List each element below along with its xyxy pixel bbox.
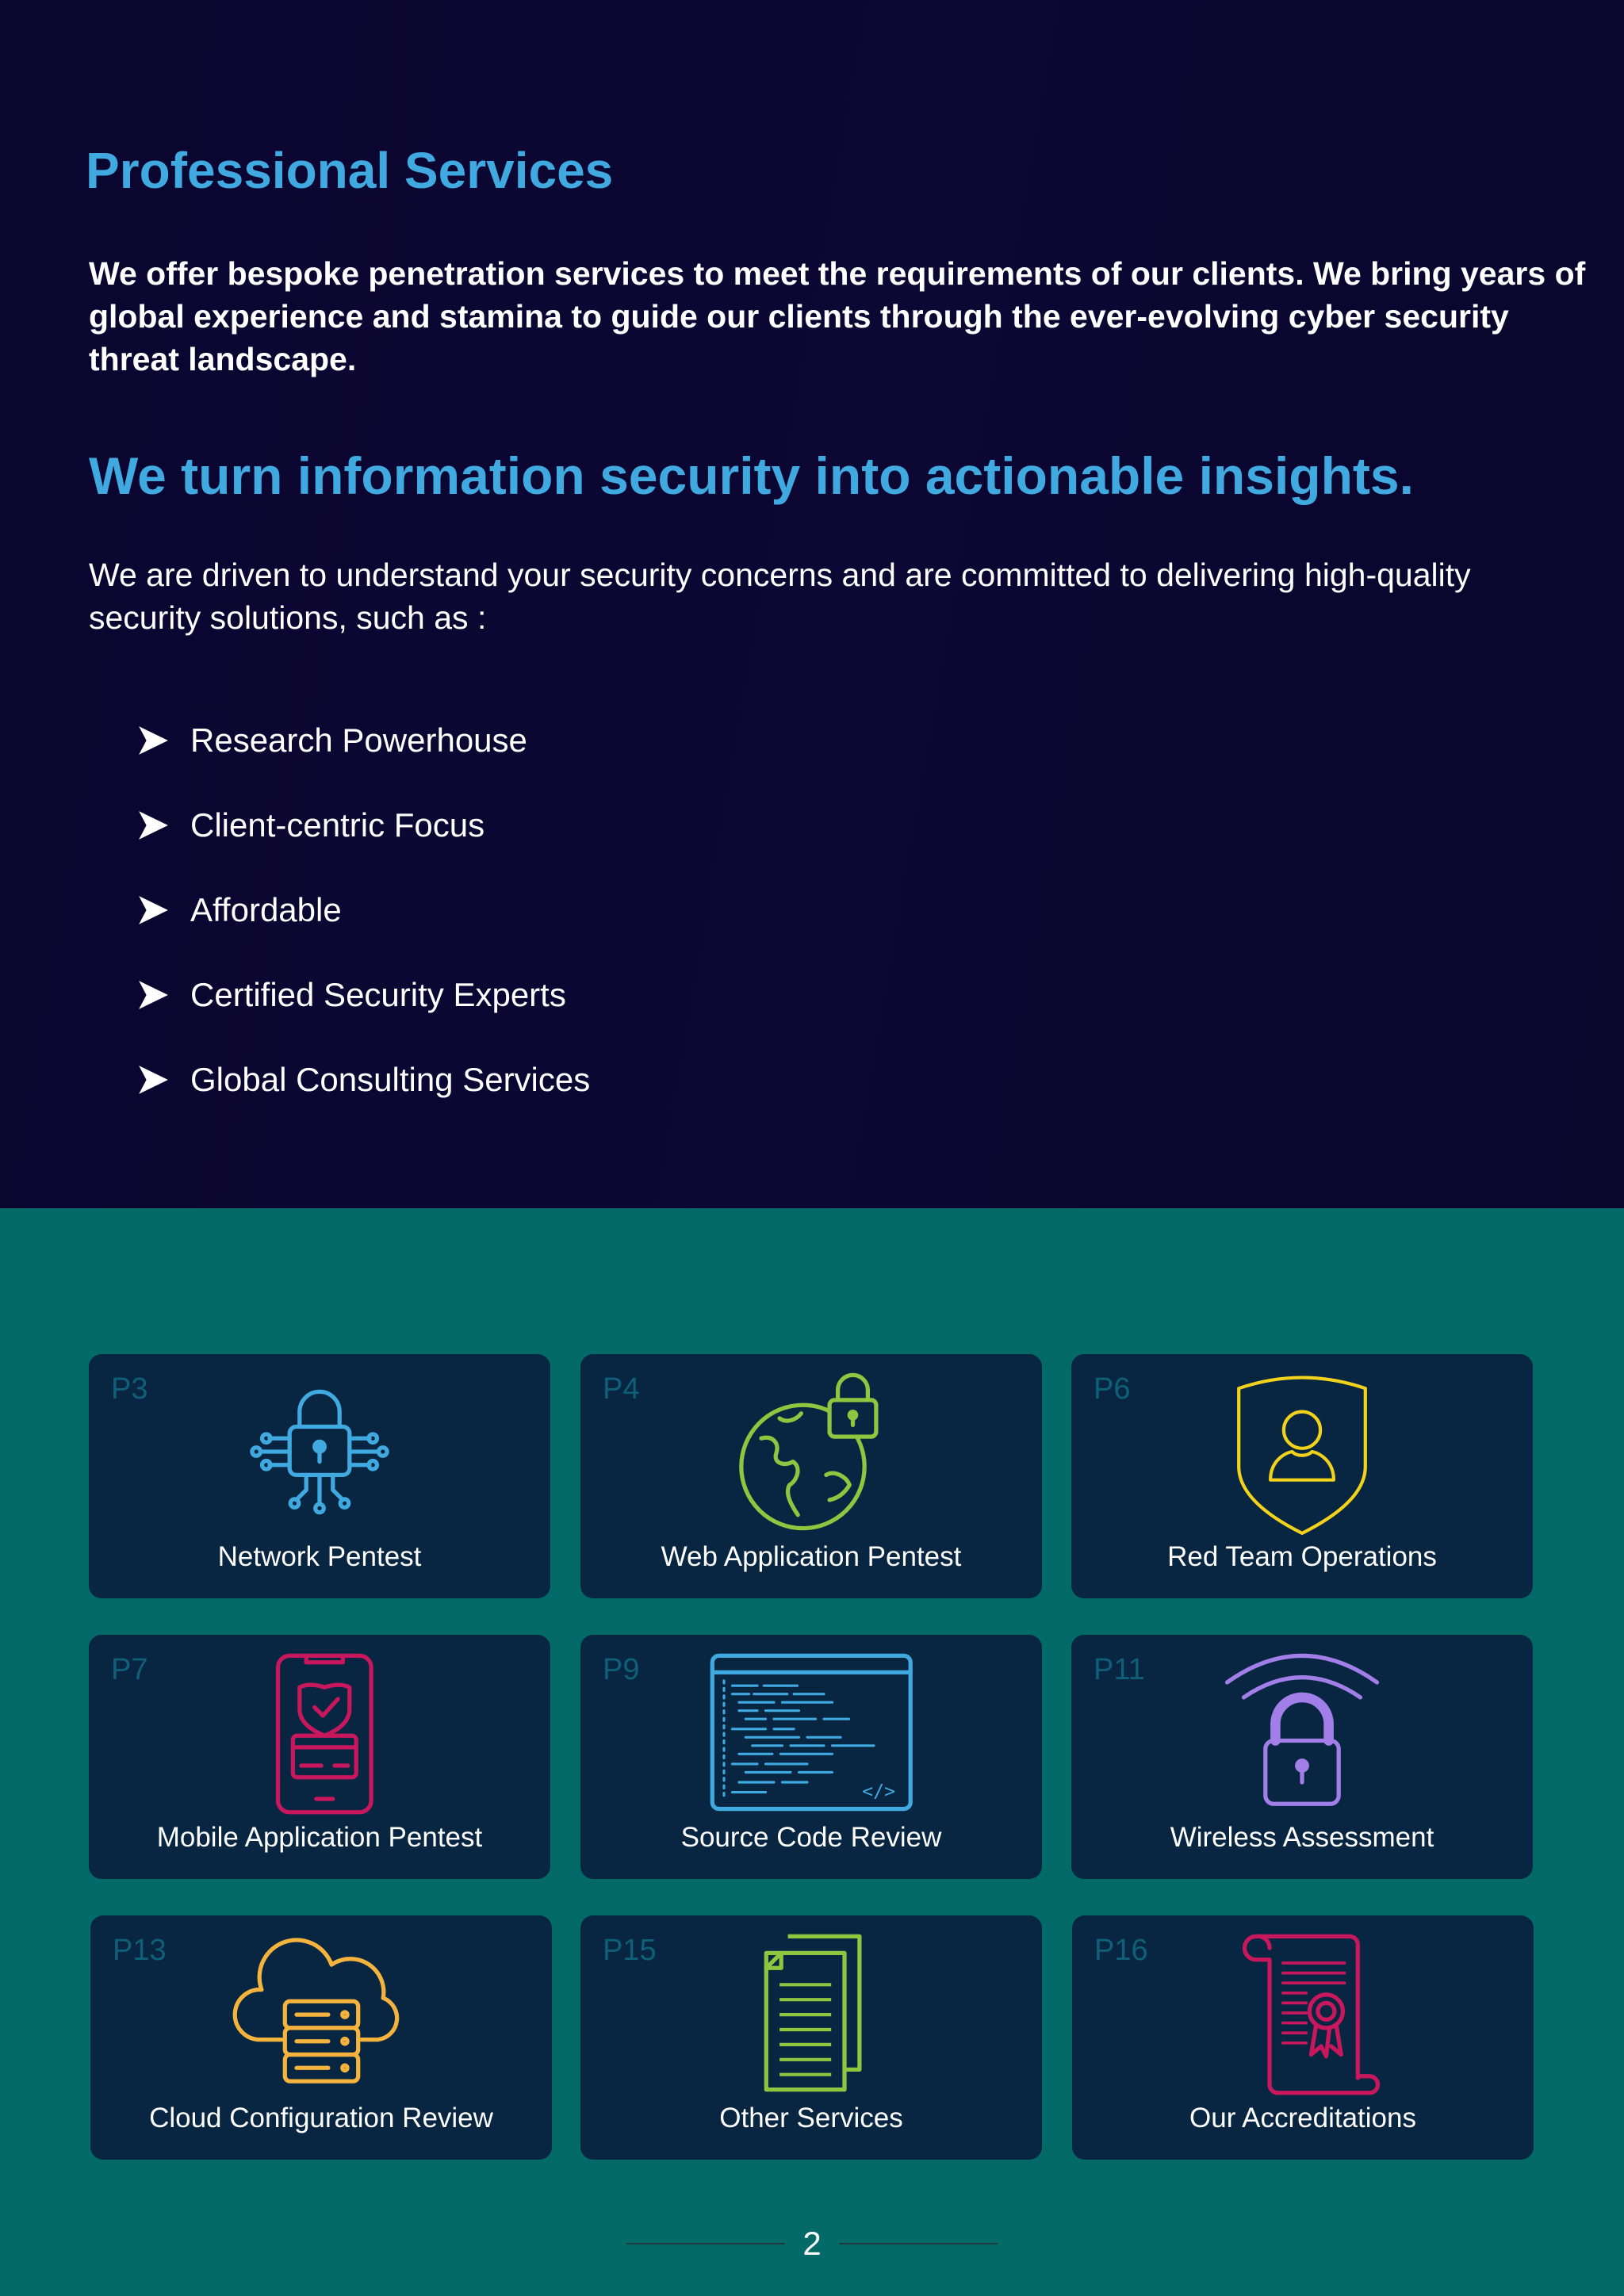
list-item-label: Client-centric Focus [190,806,485,844]
service-card-other-services[interactable] [580,1915,1042,2160]
page-reference: P15 [603,1934,657,1967]
service-label: Red Team Operations [1167,1541,1437,1572]
page-title: Professional Services [86,142,614,199]
arrow-bullet-icon [136,978,170,1012]
arrow-bullet-icon [136,724,170,757]
code-window-icon [707,1649,916,1816]
service-card-source-code-review[interactable] [580,1635,1042,1879]
page-footer [0,2220,1624,2267]
page-reference: P4 [603,1372,640,1406]
service-card-mobile-application-pentest[interactable] [89,1635,550,1879]
service-label: Mobile Application Pentest [156,1822,483,1853]
mobile-shield-icon [236,1649,403,1816]
page-reference: P9 [603,1653,640,1686]
service-label: Other Services [719,2103,903,2133]
list-item-label: Research Powerhouse [190,721,527,759]
list-item [136,783,590,867]
arrow-bullet-icon [136,1063,170,1096]
page-reference: P16 [1094,1934,1148,1967]
list-item [136,952,590,1037]
globe-lock-icon [728,1368,894,1535]
network-lock-icon [236,1368,403,1535]
service-label: Wireless Assessment [1170,1822,1434,1853]
documents-icon [728,1930,894,2096]
service-label: Web Application Pentest [661,1541,962,1572]
wireless-lock-icon [1219,1649,1385,1816]
arrow-bullet-icon [136,894,170,927]
page-number: 2 [802,2225,822,2262]
list-item-label: Affordable [190,890,342,928]
service-label: Our Accreditations [1189,2103,1416,2133]
list-item-label: Certified Security Experts [190,975,566,1013]
list-item [136,1037,590,1122]
service-card-red-team-operations[interactable] [1071,1354,1533,1598]
intro-paragraph: We offer bespoke penetration services to meet the requirements of our clients. We bring years of global experience and stamina to guide our clients through the ever-evolving cyber security threat landscape. [89,255,1586,377]
page-reference: P3 [111,1372,148,1406]
cloud-server-icon [230,1930,413,2096]
service-card-web-application-pentest[interactable] [580,1354,1042,1598]
service-card-network-pentest[interactable] [89,1354,550,1598]
service-card-wireless-assessment[interactable] [1071,1635,1533,1879]
service-label: Network Pentest [217,1541,422,1572]
page-reference: P13 [113,1934,167,1967]
service-label: Cloud Configuration Review [149,2103,493,2133]
tagline-heading: We turn information security into actionable insights. [89,446,1414,505]
list-item [136,867,590,952]
page-reference: P11 [1094,1653,1145,1686]
svg-text:</>: </> [862,1781,895,1802]
footer-rule-right [839,2243,998,2244]
service-card-cloud-configuration-review[interactable] [90,1915,552,2160]
list-item-label: Global Consulting Services [190,1060,591,1098]
page-reference: P6 [1094,1372,1131,1406]
service-card-our-accreditations[interactable] [1072,1915,1534,2160]
list-item [136,698,590,783]
footer-rule-left [626,2243,785,2244]
feature-list [136,698,590,1122]
service-label: Source Code Review [680,1822,942,1853]
shield-user-icon [1219,1368,1385,1535]
page-reference: P7 [111,1653,148,1686]
body-paragraph: We are driven to understand your security concerns and are committed to delivering high-quality security solutions, such as : [89,557,1471,636]
certificate-icon [1220,1930,1386,2096]
arrow-bullet-icon [136,809,170,842]
